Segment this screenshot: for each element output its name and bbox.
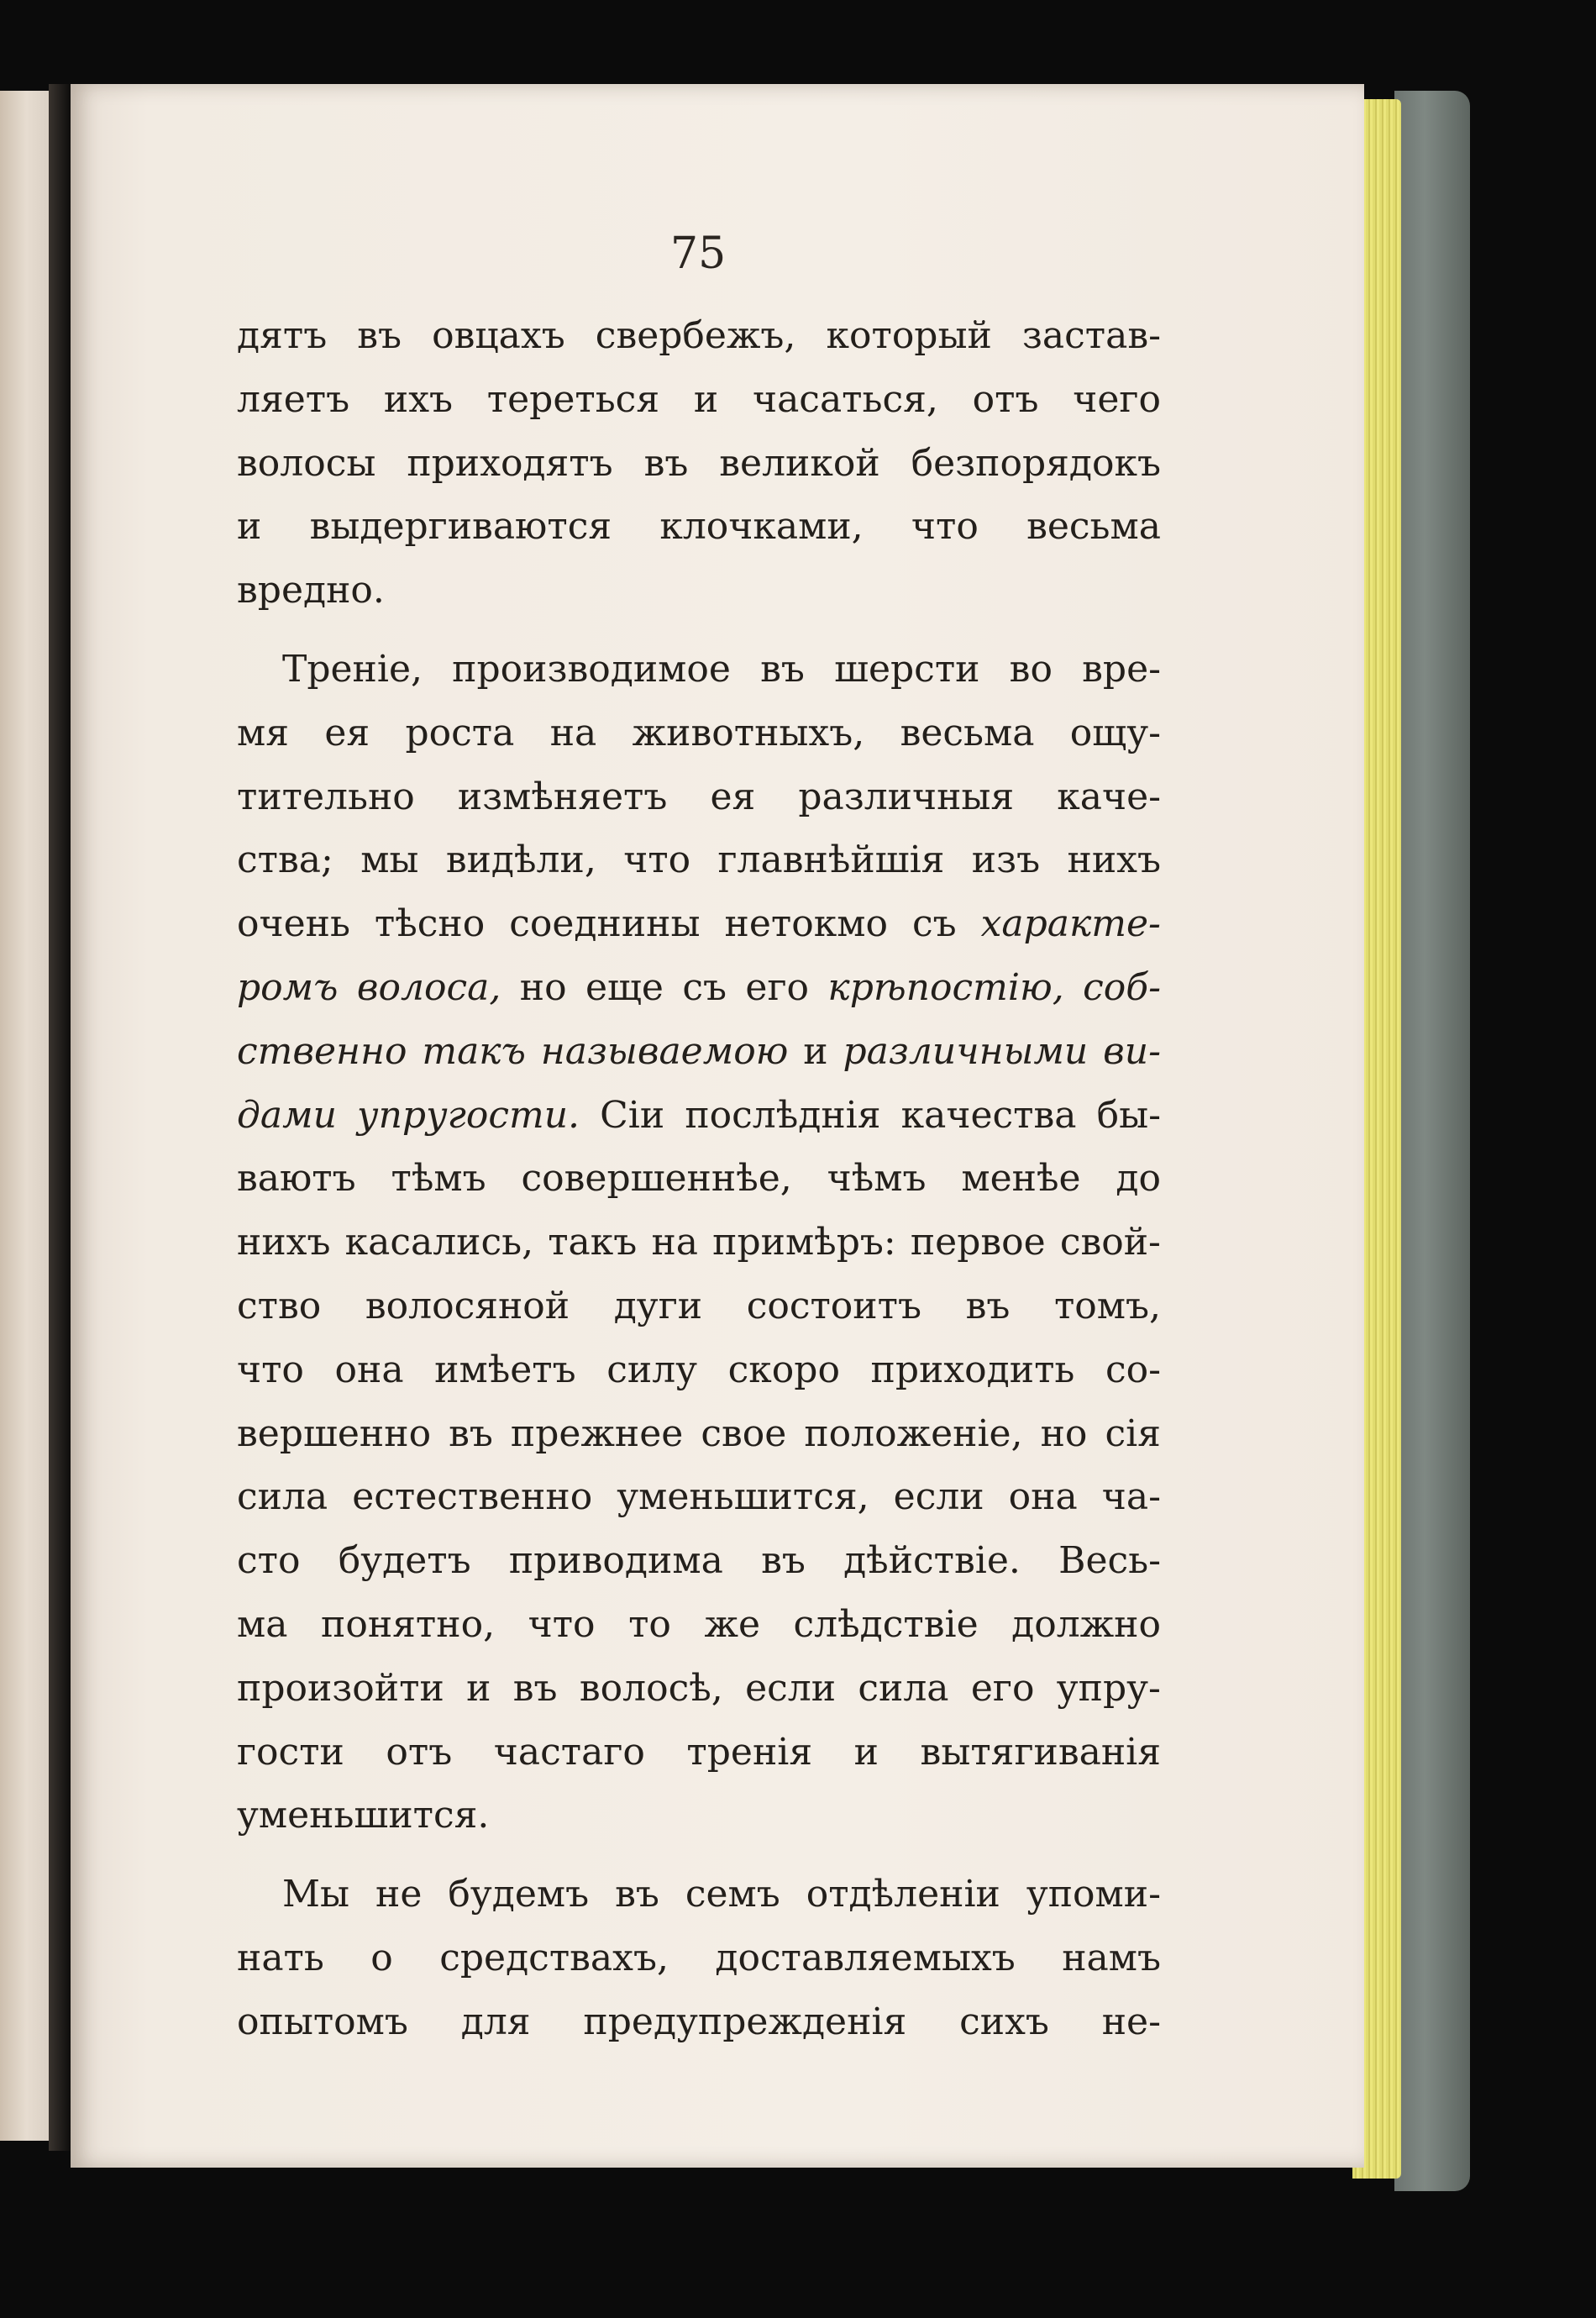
text-line <box>237 1147 1161 1211</box>
word: еще <box>585 965 664 1009</box>
word: нать <box>237 1936 324 1979</box>
word: но <box>1040 1411 1088 1455</box>
word: волосы <box>237 441 376 485</box>
text-line <box>237 1593 1161 1657</box>
word: отдѣленіи <box>806 1873 1000 1916</box>
word: такъ <box>548 1221 638 1264</box>
word: ства; <box>237 838 333 882</box>
word: то <box>628 1602 671 1646</box>
word: характе- <box>980 902 1161 946</box>
text-line <box>237 1465 1161 1529</box>
word: сто <box>237 1539 301 1583</box>
word: чего <box>1073 377 1161 421</box>
word: съ <box>911 902 957 946</box>
word: произойти <box>237 1666 444 1710</box>
word: состоитъ <box>746 1284 921 1327</box>
word: ма <box>237 1602 288 1646</box>
word: Весь- <box>1058 1539 1161 1583</box>
word: для <box>460 2000 531 2043</box>
word: на <box>549 711 597 754</box>
word: доставляемыхъ <box>715 1936 1016 1979</box>
word: она <box>334 1348 404 1391</box>
word: дѣйствіе. <box>843 1539 1021 1583</box>
word: нихъ <box>1067 838 1161 882</box>
word: чѣмъ <box>827 1157 927 1201</box>
word: касались, <box>344 1221 534 1264</box>
word: различными <box>843 1029 1089 1073</box>
word: нетокмо <box>724 902 888 946</box>
word: въ <box>761 1539 806 1583</box>
word: часаться, <box>752 377 938 421</box>
word: производимое <box>452 647 731 691</box>
book-cover-board <box>1394 91 1470 2191</box>
word: если <box>745 1666 837 1710</box>
word: менѣе <box>961 1157 1081 1201</box>
word: ощу- <box>1069 711 1161 754</box>
word: въ <box>760 647 805 691</box>
word: уменьшится, <box>617 1475 869 1519</box>
word: весьма <box>900 711 1035 754</box>
text-line <box>237 1990 1161 2054</box>
word: средствахъ, <box>439 1936 669 1979</box>
book-gutter <box>49 84 71 2151</box>
word: великой <box>719 441 880 485</box>
word: она <box>1008 1475 1078 1519</box>
word: волоса, <box>356 965 501 1009</box>
word: приходятъ <box>407 441 613 485</box>
word: нихъ <box>237 1221 331 1264</box>
text-line <box>237 432 1161 496</box>
word: въ <box>965 1284 1011 1327</box>
word: естественно <box>352 1475 593 1519</box>
text-line <box>237 495 1161 559</box>
word: упругости. <box>357 1093 580 1137</box>
word: роста <box>405 711 515 754</box>
word: измѣняетъ <box>457 775 668 818</box>
word: что <box>911 505 979 549</box>
word: вытягиванія <box>920 1730 1161 1774</box>
word: отъ <box>386 1730 453 1774</box>
word: видѣли, <box>445 838 596 882</box>
word: сія <box>1105 1411 1161 1455</box>
word: такъ <box>422 1029 526 1073</box>
word: отъ <box>972 377 1039 421</box>
text-line <box>237 892 1161 956</box>
word: бы- <box>1096 1093 1161 1137</box>
word: ственно <box>237 1029 407 1073</box>
word: и <box>693 377 719 421</box>
word: очень <box>237 902 350 946</box>
word: приводима <box>508 1539 723 1583</box>
text-line <box>237 828 1161 892</box>
word: будемъ <box>448 1873 590 1916</box>
word: дятъ <box>237 314 328 357</box>
word: въ <box>512 1666 558 1710</box>
word: соб- <box>1083 965 1161 1009</box>
word: и <box>853 1730 879 1774</box>
word: слѣдствіе <box>793 1602 979 1646</box>
text-line <box>237 1926 1161 1990</box>
word: каче- <box>1057 775 1161 818</box>
word: будетъ <box>338 1539 471 1583</box>
text-line <box>237 638 1161 702</box>
word: овцахъ <box>432 314 565 357</box>
word: клочками, <box>659 505 864 549</box>
word: шерсти <box>834 647 980 691</box>
word: со- <box>1105 1348 1161 1391</box>
word: первое <box>910 1221 1046 1264</box>
word: ихъ <box>383 377 454 421</box>
word: главнѣйшія <box>717 838 945 882</box>
word: крѣпостію, <box>827 965 1064 1009</box>
text-line <box>237 304 1161 368</box>
word: послѣднія <box>685 1093 881 1137</box>
word: ви- <box>1103 1029 1161 1073</box>
word: въ <box>643 441 689 485</box>
text-line <box>237 702 1161 765</box>
word: съ <box>682 965 727 1009</box>
word: Мы <box>282 1873 350 1916</box>
word: волосяной <box>365 1284 570 1327</box>
word: до <box>1116 1157 1161 1201</box>
word: мы <box>360 838 419 882</box>
word: скоро <box>727 1348 840 1391</box>
word: мя <box>237 711 289 754</box>
word: предупрежденія <box>583 2000 907 2043</box>
word: намъ <box>1062 1936 1161 1979</box>
word: если <box>893 1475 984 1519</box>
word: упру- <box>1056 1666 1161 1710</box>
word: дуги <box>613 1284 703 1327</box>
text-line <box>237 1721 1161 1784</box>
text-line <box>237 1084 1161 1148</box>
text-line <box>237 1338 1161 1402</box>
word: положеніе, <box>804 1411 1023 1455</box>
word: и <box>237 505 262 549</box>
word: и <box>803 1029 828 1073</box>
word: свой- <box>1059 1221 1161 1264</box>
word: частаго <box>493 1730 645 1774</box>
word: свербежъ, <box>595 314 796 357</box>
page-text <box>237 304 1161 2054</box>
word: вре- <box>1082 647 1161 691</box>
word: тительно <box>237 775 415 818</box>
word: силу <box>606 1348 698 1391</box>
word: не- <box>1101 2000 1161 2043</box>
word: примѣръ: <box>712 1221 896 1264</box>
word: ваютъ <box>237 1157 356 1201</box>
word: соеднины <box>509 902 701 946</box>
word: тѣмъ <box>391 1157 486 1201</box>
word: семъ <box>685 1873 780 1916</box>
word: должно <box>1011 1602 1161 1646</box>
word: волосѣ, <box>579 1666 723 1710</box>
word: сихъ <box>959 2000 1049 2043</box>
word: гости <box>237 1730 344 1774</box>
word: упоми- <box>1026 1873 1161 1916</box>
word: выдергиваются <box>309 505 612 549</box>
word: его <box>970 1666 1035 1710</box>
word: безпорядокъ <box>911 441 1161 485</box>
word: качества <box>900 1093 1077 1137</box>
word: изъ <box>971 838 1041 882</box>
word: имѣетъ <box>434 1348 576 1391</box>
word: тѣсно <box>374 902 486 946</box>
text-line <box>237 1020 1161 1084</box>
word: понятно, <box>321 1602 496 1646</box>
word: ляетъ <box>237 377 350 421</box>
word: различныя <box>798 775 1015 818</box>
page-number: 75 <box>670 229 727 279</box>
word: но <box>519 965 567 1009</box>
word: весьма <box>1026 505 1161 549</box>
word: въ <box>615 1873 659 1916</box>
text-line <box>237 1211 1161 1275</box>
word: свое <box>701 1411 787 1455</box>
word: сила <box>858 1666 949 1710</box>
text-line <box>237 1784 1161 1848</box>
word: на <box>651 1221 698 1264</box>
word: совершеннѣе, <box>521 1157 792 1201</box>
word: о <box>370 1936 393 1979</box>
word: называемою <box>540 1029 789 1073</box>
word: сила <box>237 1475 328 1519</box>
word: Треніе, <box>282 647 423 691</box>
word: и <box>466 1666 491 1710</box>
word: ромъ <box>237 965 339 1009</box>
word: вершенно <box>237 1411 432 1455</box>
word: опытомъ <box>237 2000 408 2043</box>
word: застав- <box>1021 314 1161 357</box>
word: тренія <box>686 1730 813 1774</box>
word: въ <box>357 314 402 357</box>
word: который <box>826 314 992 357</box>
word: что <box>237 1348 304 1391</box>
word: уменьшится. <box>237 1794 490 1837</box>
word: его <box>745 965 810 1009</box>
word: томъ, <box>1053 1284 1161 1327</box>
word: же <box>704 1602 760 1646</box>
word: не <box>375 1873 423 1916</box>
word: Сіи <box>600 1093 665 1137</box>
word: животныхъ, <box>632 711 865 754</box>
word: что <box>623 838 691 882</box>
text-line <box>237 559 1161 623</box>
word: ство <box>237 1284 322 1327</box>
word: во <box>1009 647 1053 691</box>
word: что <box>528 1602 596 1646</box>
text-line <box>237 1529 1161 1593</box>
word: прежнее <box>510 1411 684 1455</box>
word: дами <box>237 1093 337 1137</box>
text-line <box>237 765 1161 829</box>
text-line <box>237 1402 1161 1466</box>
word: ча- <box>1101 1475 1161 1519</box>
word: въ <box>449 1411 493 1455</box>
word: приходить <box>870 1348 1075 1391</box>
word: ея <box>710 775 756 818</box>
word: вредно. <box>237 569 385 612</box>
text-line <box>237 368 1161 432</box>
word: тереться <box>486 377 660 421</box>
text-line <box>237 1863 1161 1926</box>
text-line <box>237 1275 1161 1338</box>
text-line <box>237 1657 1161 1721</box>
text-line <box>237 956 1161 1020</box>
word: ея <box>324 711 370 754</box>
